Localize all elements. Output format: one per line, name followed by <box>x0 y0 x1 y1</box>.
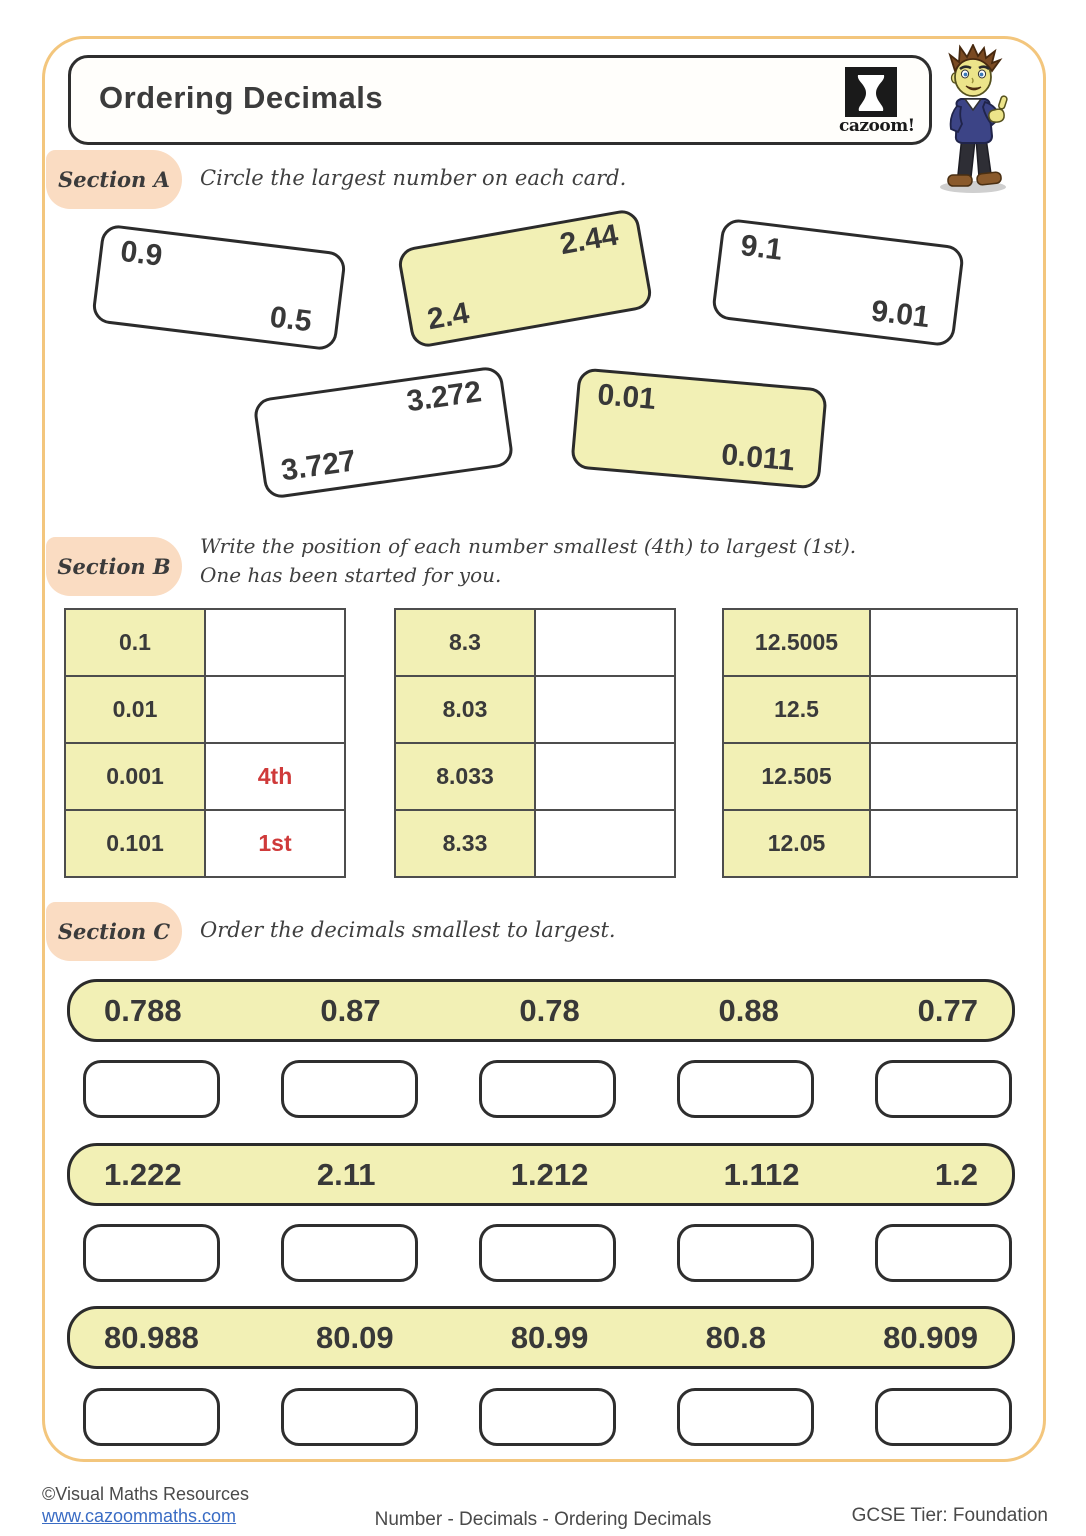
table-value-cell: 12.5005 <box>724 610 871 675</box>
table-answer-cell[interactable] <box>206 610 344 675</box>
decimal-strip <box>67 1306 1015 1369</box>
table-row <box>66 677 344 744</box>
answer-box[interactable] <box>479 1388 616 1446</box>
answer-box[interactable] <box>677 1060 814 1118</box>
table-answer-cell[interactable] <box>871 610 1016 675</box>
answer-box[interactable] <box>677 1224 814 1282</box>
answer-box[interactable] <box>875 1224 1012 1282</box>
section-b-badge <box>46 537 182 596</box>
table-row <box>396 677 674 744</box>
card-number[interactable]: 9.1 <box>738 229 785 267</box>
answer-box[interactable] <box>281 1060 418 1118</box>
strip-value: 1.2 <box>934 1156 978 1192</box>
strip-value: 0.78 <box>519 992 580 1028</box>
table-value-cell: 0.101 <box>66 811 206 876</box>
section-a-label: Section A <box>58 167 170 192</box>
answer-box-row <box>83 1060 1012 1118</box>
answer-box[interactable] <box>83 1388 220 1446</box>
answer-box[interactable] <box>281 1224 418 1282</box>
table-answer-cell[interactable] <box>206 677 344 742</box>
table-row <box>396 744 674 811</box>
section-a-instruction: Circle the largest number on each card. <box>200 166 627 190</box>
table-answer-cell[interactable] <box>536 744 674 809</box>
section-b-instruction-line2: One has been started for you. <box>200 563 502 587</box>
table-value-cell: 0.1 <box>66 610 206 675</box>
answer-box[interactable] <box>281 1388 418 1446</box>
strip-value: 0.788 <box>104 992 182 1028</box>
title-box <box>68 55 932 145</box>
cazoommaths-link[interactable]: www.cazoommaths.com <box>42 1506 237 1526</box>
card-number[interactable]: 0.9 <box>118 234 165 273</box>
ordering-table <box>64 608 346 878</box>
section-a-badge <box>46 150 182 209</box>
table-row <box>724 677 1016 744</box>
table-answer-cell[interactable]: 1st <box>258 830 292 856</box>
strip-value: 80.909 <box>883 1319 978 1355</box>
table-row <box>66 811 344 876</box>
section-c-instruction: Order the decimals smallest to largest. <box>200 918 616 942</box>
card-number[interactable]: 0.01 <box>596 378 658 417</box>
mascot-illustration <box>928 44 1018 194</box>
footer-tier: GCSE Tier: Foundation <box>851 1505 1048 1526</box>
table-answer-cell[interactable] <box>536 610 674 675</box>
section-b-instruction-line1: Write the position of each number smallest (4th) to largest (1st). <box>200 534 857 558</box>
strip-value: 80.09 <box>316 1319 394 1355</box>
table-answer-cell[interactable]: 4th <box>257 763 293 789</box>
cazoom-logo <box>839 67 915 136</box>
card-number[interactable]: 0.5 <box>268 300 314 339</box>
card-number[interactable]: 3.727 <box>279 444 359 488</box>
table-value-cell: 12.05 <box>724 811 871 876</box>
table-value-cell: 8.03 <box>396 677 536 742</box>
cazoom-logo-text: cazoom! <box>839 116 915 136</box>
table-answer-cell[interactable] <box>536 811 674 876</box>
answer-box[interactable] <box>479 1224 616 1282</box>
strip-value: 2.11 <box>316 1156 376 1192</box>
table-answer-cell[interactable] <box>871 811 1016 876</box>
answer-box-row <box>83 1388 1012 1446</box>
section-b-label: Section B <box>57 554 171 579</box>
strip-value: 0.77 <box>917 992 978 1028</box>
section-c-badge <box>46 902 182 961</box>
card-number[interactable]: 3.272 <box>404 375 484 419</box>
table-value-cell: 8.3 <box>396 610 536 675</box>
strip-value: 80.988 <box>104 1319 199 1355</box>
ordering-table <box>722 608 1018 878</box>
table-value-cell: 12.5 <box>724 677 871 742</box>
cazoom-drum-icon <box>845 67 897 117</box>
strip-value: 80.99 <box>510 1319 589 1355</box>
card-number[interactable]: 2.44 <box>557 218 621 262</box>
table-row <box>724 811 1016 876</box>
answer-box[interactable] <box>677 1388 814 1446</box>
table-value-cell: 8.33 <box>396 811 536 876</box>
strip-value: 0.88 <box>718 992 779 1028</box>
table-value-cell: 12.505 <box>724 744 871 809</box>
answer-box-row <box>83 1224 1012 1282</box>
answer-box[interactable] <box>875 1388 1012 1446</box>
decimal-card-highlighted <box>570 367 828 489</box>
table-row <box>396 610 674 677</box>
section-c-label: Section C <box>57 919 171 944</box>
strip-value: 1.112 <box>723 1156 800 1192</box>
card-number[interactable]: 0.011 <box>719 438 796 478</box>
strip-value: 1.212 <box>510 1156 589 1192</box>
page-title: Ordering Decimals <box>99 80 384 115</box>
table-value-cell: 0.01 <box>66 677 206 742</box>
table-answer-cell[interactable] <box>871 744 1016 809</box>
table-value-cell: 8.033 <box>396 744 536 809</box>
table-answer-cell[interactable] <box>871 677 1016 742</box>
table-row <box>724 744 1016 811</box>
table-row <box>396 811 674 876</box>
strip-value: 80.8 <box>705 1319 766 1355</box>
table-row <box>66 744 344 811</box>
strip-value: 1.222 <box>104 1156 182 1192</box>
card-number[interactable]: 2.4 <box>424 296 472 337</box>
decimal-strip <box>67 1143 1015 1206</box>
answer-box[interactable] <box>83 1224 220 1282</box>
strip-value: 0.87 <box>320 992 381 1028</box>
footer-category: Number - Decimals - Ordering Decimals <box>374 1509 712 1530</box>
decimal-strip <box>67 979 1015 1042</box>
answer-box[interactable] <box>479 1060 616 1118</box>
card-number[interactable]: 9.01 <box>869 294 932 335</box>
answer-box[interactable] <box>83 1060 220 1118</box>
answer-box[interactable] <box>875 1060 1012 1118</box>
table-answer-cell[interactable] <box>536 677 674 742</box>
table-row <box>724 610 1016 677</box>
ordering-table <box>394 608 676 878</box>
footer-copyright: ©Visual Maths Resources <box>42 1484 250 1504</box>
table-row <box>66 610 344 677</box>
table-value-cell: 0.001 <box>66 744 206 809</box>
